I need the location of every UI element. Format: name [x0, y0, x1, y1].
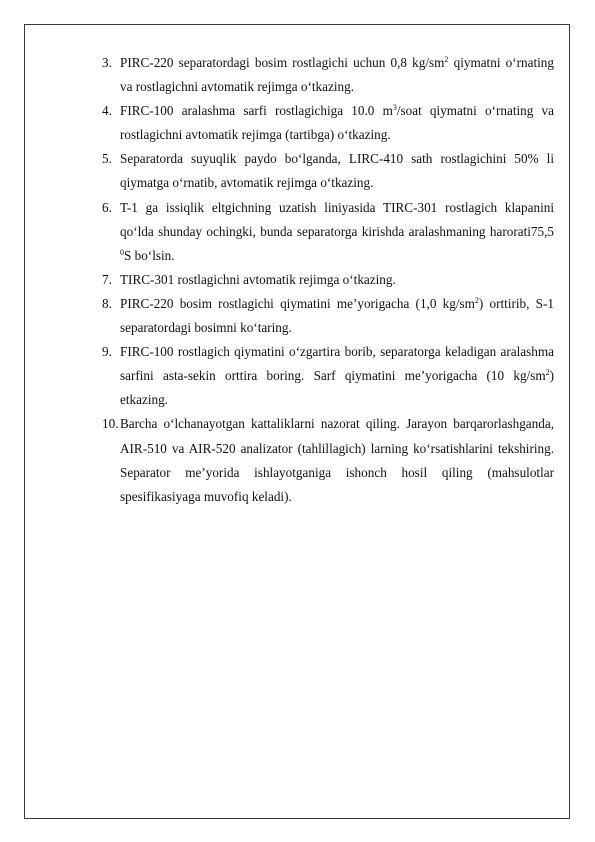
item-number: 8. [102, 295, 112, 311]
item-number: 5. [102, 151, 112, 167]
item-number: 4. [102, 103, 112, 119]
item-text: TIRC-301 rostlagichni avtomatik rejimga o‘tkazing. [120, 271, 396, 287]
list-item [102, 147, 554, 195]
list-item [102, 292, 554, 340]
item-number: 6. [102, 199, 112, 215]
item-number: 9. [102, 344, 112, 360]
list-item [102, 51, 554, 99]
list-item [102, 268, 554, 292]
numbered-list [102, 51, 554, 509]
superscript: 2 [444, 55, 449, 64]
superscript: 2 [474, 295, 479, 305]
item-text: Separatorda suyuqlik paydo bo‘lganda, LIRC-410 sath rostlagichini 50% li qiymatga o‘rnatib, avtomatik rejimga o‘tkazing. [120, 151, 554, 191]
list-item [102, 412, 554, 508]
list-item [102, 99, 554, 147]
item-text: PIRC-220 separatordagi bosim rostlagichi uchun 0,8 kg/sm [120, 55, 445, 70]
item-text: /soat qiymatni o‘rnating va rostlagichni avtomatik rejimga (tartibga) o‘tkazing. [120, 103, 555, 143]
superscript: 0 [120, 247, 124, 257]
item-text: S bo‘lsin. [124, 247, 175, 263]
item-text: ) orttirib, S-1 separatordagi bosimni ko‘taring. [120, 295, 554, 336]
item-text: FIRC-100 aralashma sarfi rostlagichiga 10.0 m [120, 103, 393, 119]
item-text: PIRC-220 bosim rostlagichi qiymatini me’yorigacha (1,0 kg/sm [120, 295, 475, 311]
superscript: 3 [392, 103, 397, 113]
item-text: ) etkazing. [120, 368, 554, 408]
item-number: 3. [102, 55, 112, 70]
item-text: T-1 ga issiqlik eltgichning uzatish liniyasida TIRC-301 rostlagich klapanini qo‘lda shunday ochingki, bunda separatorga kirishda aralashmaning harorati75,5 [120, 199, 554, 239]
item-text: FIRC-100 rostlagich qiymatini o‘zgartira borib, separatorga keladigan aralashma sarfini asta-sekin orttira boring. Sarf qiymatini me’yorigacha (10 kg/sm [120, 344, 554, 384]
item-text: qiymatni o‘rnating va rostlagichni avtomatik rejimga o‘tkazing. [120, 55, 554, 95]
list-item [102, 340, 554, 412]
item-text: Barcha o‘lchanayotgan kattaliklarni nazorat qiling. Jarayon barqarorlashganda, AIR-510 va AIR-520 analizator (tahlillagich) larning ko‘rsatishlarini tekshiring. Separator me’yorida ishlayotganiga ishonch hosil qiling (mahsulotlar spesifikasiyaga muvofiq keladi). [120, 416, 554, 504]
item-number: 7. [102, 271, 112, 287]
superscript: 2 [545, 368, 550, 378]
list-item [102, 196, 554, 268]
item-number: 10. [102, 416, 119, 432]
